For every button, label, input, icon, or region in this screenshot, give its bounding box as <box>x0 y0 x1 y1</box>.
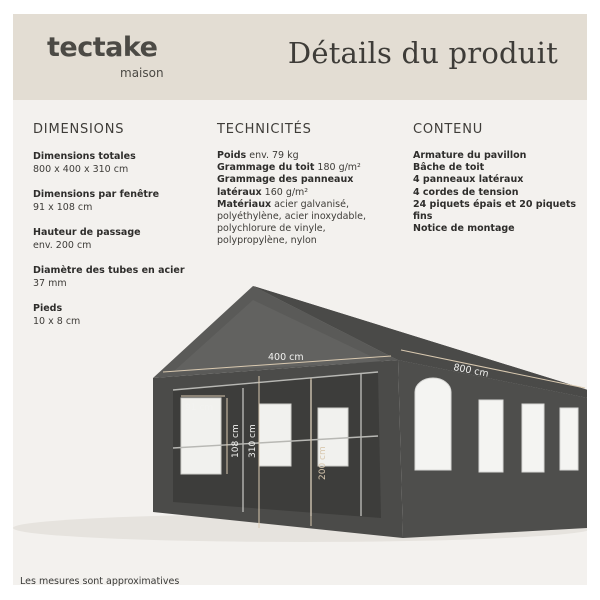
spec-label: Matériaux <box>217 198 272 210</box>
brand-sub: maison <box>120 66 164 80</box>
spec-poids <box>217 150 403 162</box>
spec-label: Grammage des panneaux <box>217 174 354 186</box>
window-width-label: 91 cm <box>185 403 214 413</box>
spec-label: Poids <box>217 150 247 161</box>
spec-value: 160 g/m² <box>261 186 309 198</box>
dimension-item <box>33 226 203 252</box>
spec-toit <box>217 162 403 174</box>
dimension-label: Pieds <box>33 303 63 314</box>
contenu-item: Notice de montage <box>413 223 515 235</box>
dimension-label: Diamètre des tubes en acier <box>33 265 185 276</box>
technicites-heading: TECHNICITÉS <box>217 122 312 137</box>
length-label: 800 cm <box>452 362 490 380</box>
contenu-item: 4 cordes de tension <box>413 186 519 198</box>
width-label: 400 cm <box>268 352 304 363</box>
window-height-label: 108 cm <box>231 424 241 458</box>
dimension-label: Dimensions totales <box>33 151 136 162</box>
contenu-item: Bâche de toit <box>413 162 485 174</box>
dimension-value: 800 x 400 x 310 cm <box>33 164 129 175</box>
spec-label: latéraux <box>217 186 262 198</box>
dimension-item <box>33 188 203 214</box>
spec-materiaux <box>217 199 403 211</box>
dimension-label: Hauteur de passage <box>33 227 141 238</box>
contenu-section <box>413 122 583 235</box>
dimension-value: 10 x 8 cm <box>33 316 81 327</box>
spec-panneaux-cont <box>217 187 403 199</box>
dimension-value: 37 mm <box>33 278 67 289</box>
contenu-heading: CONTENU <box>413 122 484 137</box>
spec-materiaux-cont: polyéthylène, acier inoxydable, <box>217 211 366 223</box>
brand-logo: tectake <box>47 32 158 63</box>
window-arched <box>415 378 451 470</box>
contenu-item: Armature du pavillon <box>413 150 527 161</box>
technicites-section <box>217 122 403 248</box>
window <box>479 400 503 472</box>
contenu-item: 24 piquets épais et 20 piquets <box>413 198 577 210</box>
spec-panneaux <box>217 174 403 186</box>
tent-illustration <box>13 280 587 570</box>
window <box>259 404 291 466</box>
dimension-value: 91 x 108 cm <box>33 202 93 213</box>
spec-label: Grammage du toit <box>217 162 315 174</box>
dimension-label: Dimensions par fenêtre <box>33 189 160 200</box>
dimension-value: env. 200 cm <box>33 240 92 251</box>
contenu-item: fins <box>413 211 433 223</box>
spec-value: acier galvanisé, <box>271 198 349 210</box>
contenu-item: 4 panneaux latéraux <box>413 174 524 186</box>
passage-height-label: 200 cm <box>318 446 328 480</box>
window <box>560 408 578 470</box>
page-title: Détails du produit <box>287 36 558 70</box>
dimension-item <box>33 150 203 176</box>
dimensions-heading: DIMENSIONS <box>33 122 125 137</box>
total-height-label: 310 cm <box>248 424 258 458</box>
spec-materiaux-cont: polypropylène, nylon <box>217 235 317 247</box>
spec-value: env. 79 kg <box>246 150 299 161</box>
spec-materiaux-cont: polychlorure de vinyle, <box>217 223 326 235</box>
spec-value: 180 g/m² <box>314 162 361 174</box>
window <box>522 404 544 472</box>
footer-note: Les mesures sont approximatives <box>20 576 180 587</box>
